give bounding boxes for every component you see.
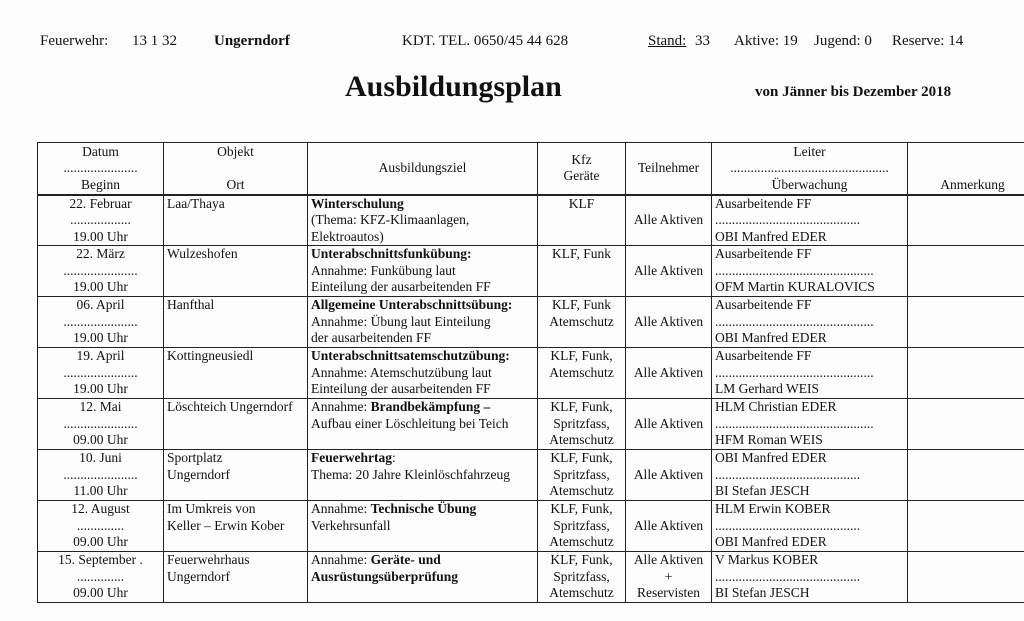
table-row	[38, 246, 1024, 297]
cell-kfz: KLF, Funk	[538, 246, 626, 297]
cell-ausbildungsziel: Annahme: Geräte- und Ausrüstungsüberprüfung	[308, 552, 538, 603]
cell-ort: Wulzeshofen	[164, 246, 308, 297]
cell-kfz: KLF, Funk, Spritzfass, Atemschutz	[538, 501, 626, 552]
col-datum: Datum ...................... Beginn	[38, 143, 164, 195]
table-row	[38, 399, 1024, 450]
cell-ort: Kottingneusiedl	[164, 348, 308, 399]
page-title: Ausbildungsplan	[345, 70, 562, 103]
col-objekt: Objekt Ort	[164, 143, 308, 195]
cell-anmerkung	[908, 450, 1024, 501]
cell-kfz: KLF, Funk, Atemschutz	[538, 348, 626, 399]
cell-anmerkung	[908, 195, 1024, 246]
col-teilnehmer: Teilnehmer	[626, 143, 712, 195]
cell-leiter: Ausarbeitende FF ............................................... LM Gerhard WEIS	[712, 348, 908, 399]
cell-teilnehmer: Alle Aktiven	[626, 246, 712, 297]
cell-ort: Hanfthal	[164, 297, 308, 348]
cell-leiter: V Markus KOBER ........................................... BI Stefan JESCH	[712, 552, 908, 603]
cell-teilnehmer: Alle Aktiven	[626, 195, 712, 246]
cell-teilnehmer: Alle Aktiven	[626, 450, 712, 501]
table-row	[38, 297, 1024, 348]
cell-datum: 10. Juni ...................... 11.00 Uhr	[38, 450, 164, 501]
cell-anmerkung	[908, 399, 1024, 450]
cell-ausbildungsziel: Winterschulung (Thema: KFZ-Klimaanlagen, Elektroautos)	[308, 195, 538, 246]
cell-anmerkung	[908, 501, 1024, 552]
cell-leiter: HLM Erwin KOBER ........................................... OBI Manfred EDER	[712, 501, 908, 552]
cell-leiter: Ausarbeitende FF ............................................... OFM Martin KURALOVICS	[712, 246, 908, 297]
cell-teilnehmer: Alle Aktiven	[626, 348, 712, 399]
cell-datum: 22. Februar .................. 19.00 Uhr	[38, 195, 164, 246]
cell-teilnehmer: Alle Aktiven	[626, 501, 712, 552]
stand-value: 33	[695, 33, 710, 49]
feuerwehr-number: 13 1 32	[132, 33, 177, 49]
stand-label: Stand:	[648, 33, 687, 49]
training-plan-table	[37, 142, 1024, 603]
cell-teilnehmer: Alle Aktiven	[626, 297, 712, 348]
table-row	[38, 552, 1024, 603]
cell-teilnehmer: Alle Aktiven	[626, 399, 712, 450]
cell-leiter: HLM Christian EDER ............................................... HFM Roman WEIS	[712, 399, 908, 450]
cell-ausbildungsziel: Feuerwehrtag: Thema: 20 Jahre Kleinlöschfahrzeug	[308, 450, 538, 501]
aktive-count: Aktive: 19	[734, 33, 798, 49]
period-subtitle: von Jänner bis Dezember 2018	[755, 84, 952, 100]
cell-ort: Feuerwehrhaus Ungerndorf	[164, 552, 308, 603]
cell-kfz: KLF, Funk, Spritzfass, Atemschutz	[538, 399, 626, 450]
table-row	[38, 195, 1024, 246]
cell-ort: Sportplatz Ungerndorf	[164, 450, 308, 501]
kdt-telephone: KDT. TEL. 0650/45 44 628	[402, 33, 569, 49]
cell-ausbildungsziel: Unterabschnittsatemschutzübung: Annahme: Atemschutzübung laut Einteilung der ausarbeitenden FF	[308, 348, 538, 399]
cell-ausbildungsziel: Annahme: Brandbekämpfung – Aufbau einer Löschleitung bei Teich	[308, 399, 538, 450]
cell-ort: Im Umkreis von Keller – Erwin Kober	[164, 501, 308, 552]
cell-kfz: KLF, Funk, Spritzfass, Atemschutz	[538, 552, 626, 603]
cell-anmerkung	[908, 348, 1024, 399]
cell-kfz: KLF, Funk Atemschutz	[538, 297, 626, 348]
cell-datum: 12. Mai ...................... 09.00 Uhr	[38, 399, 164, 450]
col-leiter: Leiter ............................................... Überwachung	[712, 143, 908, 195]
col-anmerkung: Anmerkung	[908, 143, 1024, 195]
cell-leiter: OBI Manfred EDER ........................................... BI Stefan JESCH	[712, 450, 908, 501]
col-ausbildungsziel: Ausbildungsziel	[308, 143, 538, 195]
page-header	[40, 33, 984, 53]
cell-anmerkung	[908, 246, 1024, 297]
cell-ausbildungsziel: Annahme: Technische Übung Verkehrsunfall	[308, 501, 538, 552]
col-kfz: Kfz Geräte	[538, 143, 626, 195]
table-row	[38, 348, 1024, 399]
table-header-row	[38, 143, 1024, 195]
table-row	[38, 450, 1024, 501]
cell-datum: 19. April ...................... 19.00 Uhr	[38, 348, 164, 399]
cell-datum: 12. August .............. 09.00 Uhr	[38, 501, 164, 552]
cell-ausbildungsziel: Unterabschnittsfunkübung: Annahme: Funkübung laut Einteilung der ausarbeitenden FF	[308, 246, 538, 297]
cell-teilnehmer: Alle Aktiven + Reservisten	[626, 552, 712, 603]
cell-datum: 06. April ...................... 19.00 Uhr	[38, 297, 164, 348]
cell-ausbildungsziel: Allgemeine Unterabschnittsübung: Annahme: Übung laut Einteilung der ausarbeitenden FF	[308, 297, 538, 348]
table-row	[38, 501, 1024, 552]
feuerwehr-label: Feuerwehr:	[40, 33, 109, 49]
cell-ort: Laa/Thaya	[164, 195, 308, 246]
cell-kfz: KLF	[538, 195, 626, 246]
jugend-count: Jugend: 0	[814, 33, 872, 49]
cell-kfz: KLF, Funk, Spritzfass, Atemschutz	[538, 450, 626, 501]
cell-ort: Löschteich Ungerndorf	[164, 399, 308, 450]
feuerwehr-name: Ungerndorf	[214, 33, 290, 49]
reserve-count: Reserve: 14	[892, 33, 964, 49]
cell-anmerkung	[908, 552, 1024, 603]
cell-anmerkung	[908, 297, 1024, 348]
cell-leiter: Ausarbeitende FF ............................................... OBI Manfred EDER	[712, 297, 908, 348]
cell-datum: 22. März ...................... 19.00 Uhr	[38, 246, 164, 297]
cell-datum: 15. September . .............. 09.00 Uhr	[38, 552, 164, 603]
cell-leiter: Ausarbeitende FF ........................................... OBI Manfred EDER	[712, 195, 908, 246]
